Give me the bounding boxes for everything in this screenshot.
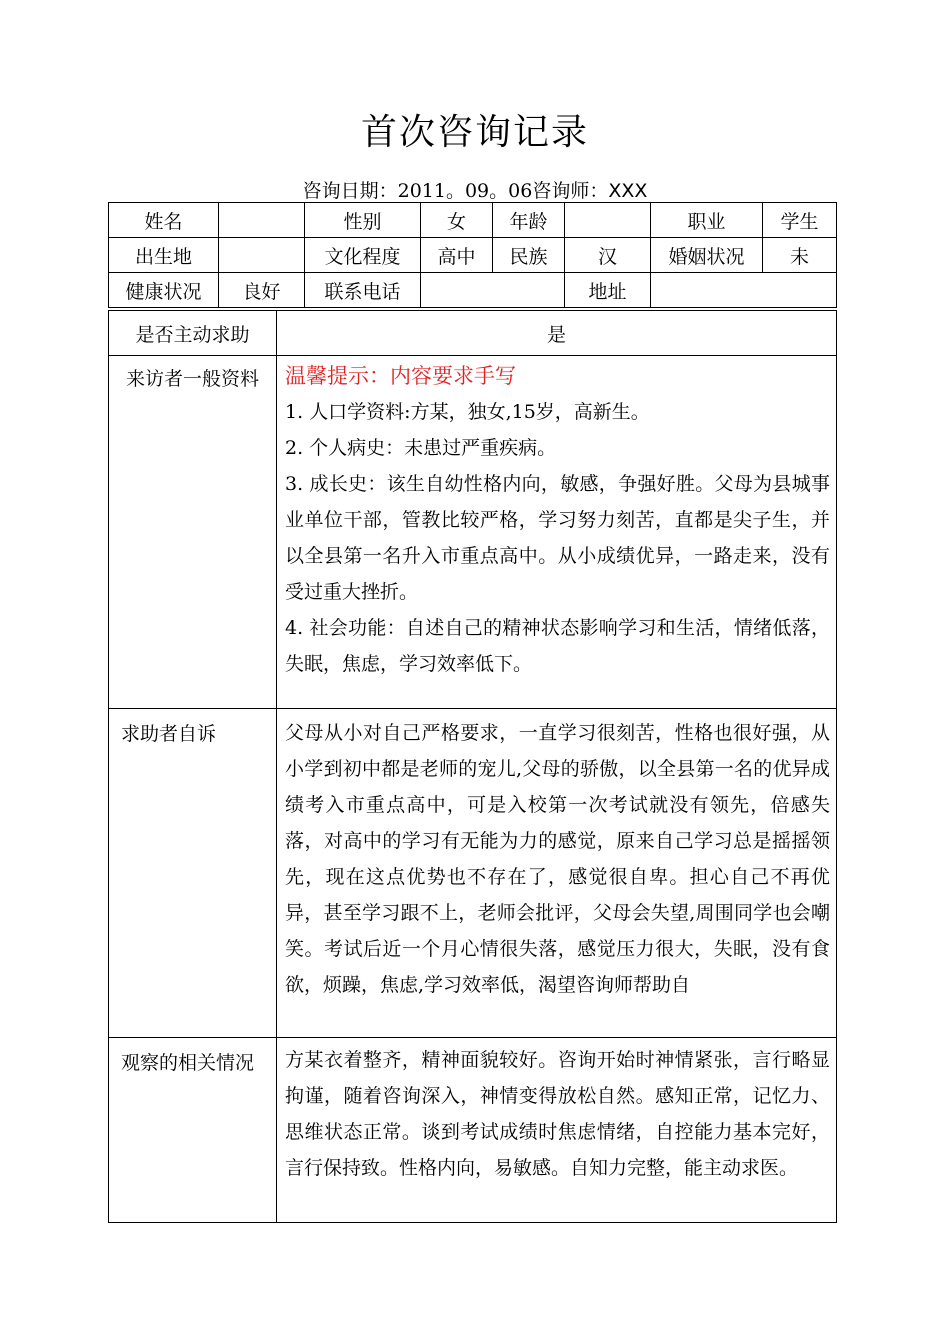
birthplace-label: 出生地 bbox=[109, 238, 219, 273]
header-line bbox=[0, 176, 950, 203]
ethnic-label: 民族 bbox=[493, 238, 565, 273]
phone-value bbox=[421, 273, 565, 308]
job-value: 学生 bbox=[763, 203, 837, 238]
observation-label: 观察的相关情况 bbox=[109, 1038, 277, 1223]
info-row bbox=[109, 273, 837, 308]
name-value bbox=[219, 203, 305, 238]
gender-value: 女 bbox=[421, 203, 493, 238]
handwriting-tip: 温馨提示：内容要求手写 bbox=[285, 364, 516, 388]
gender-label: 性别 bbox=[305, 203, 421, 238]
general-item: 4. 社会功能：自述自己的精神状态影响学习和生活，情绪低落，失眠，焦虑，学习效率低下。 bbox=[285, 617, 830, 675]
general-content bbox=[277, 356, 837, 709]
info-table bbox=[108, 202, 837, 308]
date-label: 咨询日期： bbox=[302, 180, 398, 202]
help-value: 是 bbox=[277, 311, 837, 356]
marital-value: 未 bbox=[763, 238, 837, 273]
age-value bbox=[565, 203, 651, 238]
observation-content bbox=[277, 1038, 837, 1223]
counselor-label: 咨询师： bbox=[532, 180, 609, 202]
observation-row bbox=[109, 1038, 837, 1223]
general-label: 来访者一般资料 bbox=[109, 356, 277, 709]
complaint-text: 父母从小对自己严格要求，一直学习很刻苦，性格也很好强，从小学到初中都是老师的宠儿,父母的骄傲，以全县第一名的优异成绩考入市重点高中，可是入校第一次考试就没有领先，倍感失落，对高中的学习有无能为力的感觉，原来自己学习总是摇摇领先，现在这点优势也不存在了，感觉很自卑。担心自己不再优异，甚至学习跟不上，老师会批评，父母会失望,周围同学也会嘲笑。考试后近一个月心情很失落，感觉压力很大，失眠，没有食欲，烦躁，焦虑,学习效率低，渴望咨询师帮助自 bbox=[285, 722, 830, 996]
complaint-label: 求助者自诉 bbox=[109, 709, 277, 1038]
age-label: 年龄 bbox=[493, 203, 565, 238]
help-row bbox=[109, 311, 837, 356]
general-item: 3. 成长史：该生自幼性格内向，敏感，争强好胜。父母为县城事业单位干部，管教比较严格，学习努力刻苦，直都是尖子生，并以全县第一名升入市重点高中。从小成绩优异，一路走来，没有受过重大挫折。 bbox=[285, 473, 830, 603]
phone-label: 联系电话 bbox=[305, 273, 421, 308]
address-label: 地址 bbox=[565, 273, 651, 308]
marital-label: 婚姻状况 bbox=[651, 238, 763, 273]
address-value bbox=[651, 273, 837, 308]
general-item: 2. 个人病史：未患过严重疾病。 bbox=[285, 437, 557, 459]
edu-value: 高中 bbox=[421, 238, 493, 273]
counselor-value: XXX bbox=[608, 180, 648, 202]
complaint-row bbox=[109, 709, 837, 1038]
date-value: 2011。09。06 bbox=[397, 180, 533, 202]
edu-label: 文化程度 bbox=[305, 238, 421, 273]
complaint-content bbox=[277, 709, 837, 1038]
info-row bbox=[109, 238, 837, 273]
page-title: 首次咨询记录 bbox=[360, 112, 589, 153]
job-label: 职业 bbox=[651, 203, 763, 238]
name-label: 姓名 bbox=[109, 203, 219, 238]
general-item: 1. 人口学资料:方某，独女,15岁，高新生。 bbox=[285, 401, 650, 423]
help-label: 是否主动求助 bbox=[109, 311, 277, 356]
ethnic-value: 汉 bbox=[565, 238, 651, 273]
health-label: 健康状况 bbox=[109, 273, 219, 308]
general-row bbox=[109, 356, 837, 709]
observation-text: 方某衣着整齐，精神面貌较好。咨询开始时神情紧张，言行略显拘谨，随着咨询深入，神情变得放松自然。感知正常，记忆力、思维状态正常。谈到考试成绩时焦虑情绪，自控能力基本完好，言行保持致。性格内向，易敏感。自知力完整，能主动求医。 bbox=[285, 1049, 830, 1179]
birthplace-value bbox=[219, 238, 305, 273]
health-value: 良好 bbox=[219, 273, 305, 308]
info-row bbox=[109, 203, 837, 238]
record-table bbox=[108, 310, 837, 1223]
